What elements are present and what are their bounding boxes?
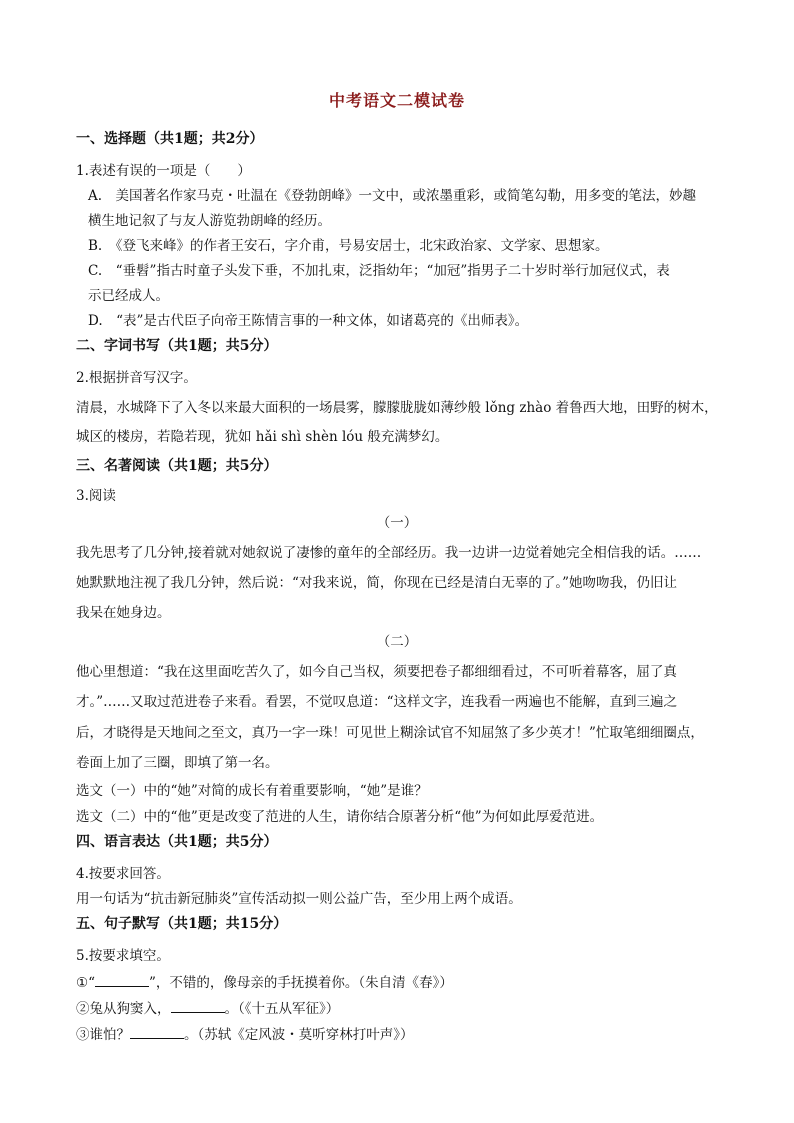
section-heading-reading: 三、名著阅读（共1题；共5分）	[76, 458, 278, 474]
dictation-item-3-suffix: 。（苏轼《定风波・莫听穿林打叶声》）	[184, 1027, 414, 1043]
dictation-item-1	[76, 972, 726, 992]
section-heading-expression: 四、语言表达（共1题；共5分）	[76, 834, 278, 850]
passage-2-line-3: 后，才晓得是天地间之至文，真乃一字一珠！可见世上糊涂试官不知屈煞了多少英才！”忙取笔细细圈点，	[76, 725, 704, 741]
option-c-line-2: 示已经成人。	[88, 288, 169, 304]
passage-2-label: （二）	[376, 634, 418, 650]
sub-question-2: 选文（二）中的“他”更是改变了范进的人生，请你结合原著分析“他”为何如此厚爱范进。	[76, 809, 604, 825]
dictation-item-1-suffix: ”，不错的，像母亲的手抚摸着你。（朱自清《春》）	[149, 975, 453, 991]
passage-2-line-2: 才。”……又取过范进卷子来看。看罢，不觉叹息道：“这样文字，连我看一两遍也不能解，直到三遍之	[76, 694, 678, 710]
passage-2-line-4: 卷面上加了三圈，即填了第一名。	[76, 755, 279, 771]
option-b: B. 《登飞来峰》的作者王安石，字介甫，号易安居士，北宋政治家、文学家、思想家。	[88, 238, 609, 254]
passage-1-label: （一）	[376, 515, 418, 531]
question-2-text-line-1: 清晨，水城降下了入冬以来最大面积的一场晨雾，朦朦胧胧如薄纱般 lǒng zhào 着鲁西大地，田野的树木，	[76, 400, 718, 416]
question-4-stem: 4.按要求回答。	[76, 866, 170, 882]
answer-blank-2[interactable]	[171, 998, 225, 1013]
passage-1-line-3: 我呆在她身边。	[76, 605, 171, 621]
dictation-item-3-prefix: ③谁怕？	[76, 1027, 130, 1043]
section-heading-writing: 二、字词书写（共1题；共5分）	[76, 338, 278, 354]
option-c-line-1: C. “垂髫”指古时童子头发下垂，不加扎束，泛指幼年；“加冠”指男子二十岁时举行加冠仪式，表	[88, 263, 670, 279]
passage-1-line-1: 我先思考了几分钟,接着就对她叙说了凄惨的童年的全部经历。我一边讲一边觉着她完全相信我的话。……	[76, 545, 702, 561]
question-2-stem: 2.根据拼音写汉字。	[76, 370, 197, 386]
option-d: D. “表”是古代臣子向帝王陈情言事的一种文体，如诸葛亮的《出师表》。	[88, 313, 529, 329]
question-4-text: 用一句话为“抗击新冠肺炎”宣传活动拟一则公益广告，至少用上两个成语。	[76, 891, 522, 907]
dictation-item-1-prefix: ①“	[76, 975, 96, 991]
question-1-stem: 1.表述有误的一项是（ ）	[76, 163, 251, 179]
question-5-stem: 5.按要求填空。	[76, 948, 170, 964]
dictation-item-2-suffix: 。（《十五从军征》）	[224, 1001, 340, 1017]
dictation-item-3	[76, 1024, 726, 1044]
dictation-item-2	[76, 998, 726, 1018]
answer-blank-1[interactable]	[95, 972, 149, 987]
answer-blank-3[interactable]	[130, 1024, 184, 1039]
option-a-line-1: A. 美国著名作家马克・吐温在《登勃朗峰》一文中，或浓墨重彩，或简笔勾勒，用多变的笔法，妙趣	[88, 188, 697, 204]
page-title: 中考语文二模试卷	[328, 91, 465, 110]
passage-2-line-1: 他心里想道：“我在这里面吃苦久了，如今自己当权，须要把卷子都细细看过，不可听着幕客，屈了真	[76, 664, 677, 680]
question-3-stem: 3.阅读	[76, 488, 116, 504]
section-heading-choice: 一、选择题（共1题；共2分）	[76, 131, 264, 147]
question-2-text-line-2: 城区的楼房，若隐若现，犹如 hǎi shì shèn lóu 般充满梦幻。	[76, 429, 449, 445]
section-heading-dictation: 五、句子默写（共1题；共15分）	[76, 916, 288, 932]
dictation-item-2-prefix: ②兔从狗窦入，	[76, 1001, 171, 1017]
passage-1-line-2: 她默默地注视了我几分钟，然后说：“对我来说，简，你现在已经是清白无辜的了。”她吻吻我，仍旧让	[76, 575, 678, 591]
sub-question-1: 选文（一）中的“她”对简的成长有着重要影响，“她”是谁？	[76, 783, 428, 799]
option-a-line-2: 横生地记叙了与友人游览勃朗峰的经历。	[88, 213, 331, 229]
